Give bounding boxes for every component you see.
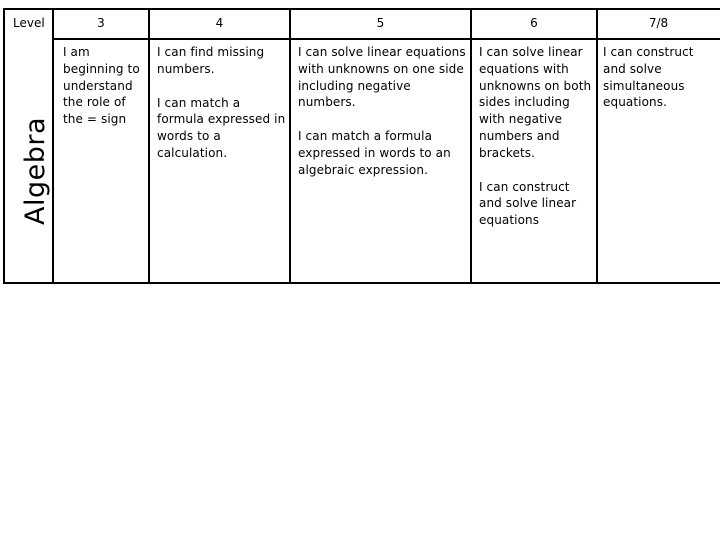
cell-level-3-text-1: I am beginning to understand the role of the = sign (63, 45, 140, 127)
header-level-3: 3 (97, 16, 105, 30)
cell-level-5-text-2: I can match a formula expressed in words to an algebraic expression. (298, 129, 451, 177)
cell-level-5-text-1: I can solve linear equations with unknowns on one side including negative numbers. (298, 45, 466, 110)
cell-level-4-text-1: I can find missing numbers. (157, 45, 265, 76)
header-level-5: 5 (376, 16, 385, 30)
row-label-algebra: Algebra (20, 116, 51, 225)
header-level-4: 4 (215, 16, 224, 30)
cell-level-6 (479, 44, 593, 229)
cell-level-7-8-text-1: I can construct and solve simultaneous equations. (603, 45, 694, 110)
cell-level-5 (298, 44, 466, 179)
cell-level-4-text-2: I can match a formula expressed in words to a calculation. (157, 95, 286, 160)
cell-level-3 (63, 44, 145, 128)
header-level-7-8: 7/8 (648, 16, 669, 30)
corner-label-level: Level (13, 16, 45, 30)
header-level-6: 6 (530, 16, 538, 30)
cell-level-6-text-2: I can construct and solve linear equations (479, 179, 577, 228)
cell-level-6-text-1: I can solve linear equations with unknowns on both sides including with negative numbers and brackets. (479, 45, 592, 160)
cell-level-4 (157, 44, 289, 162)
cell-level-7-8 (603, 44, 715, 111)
